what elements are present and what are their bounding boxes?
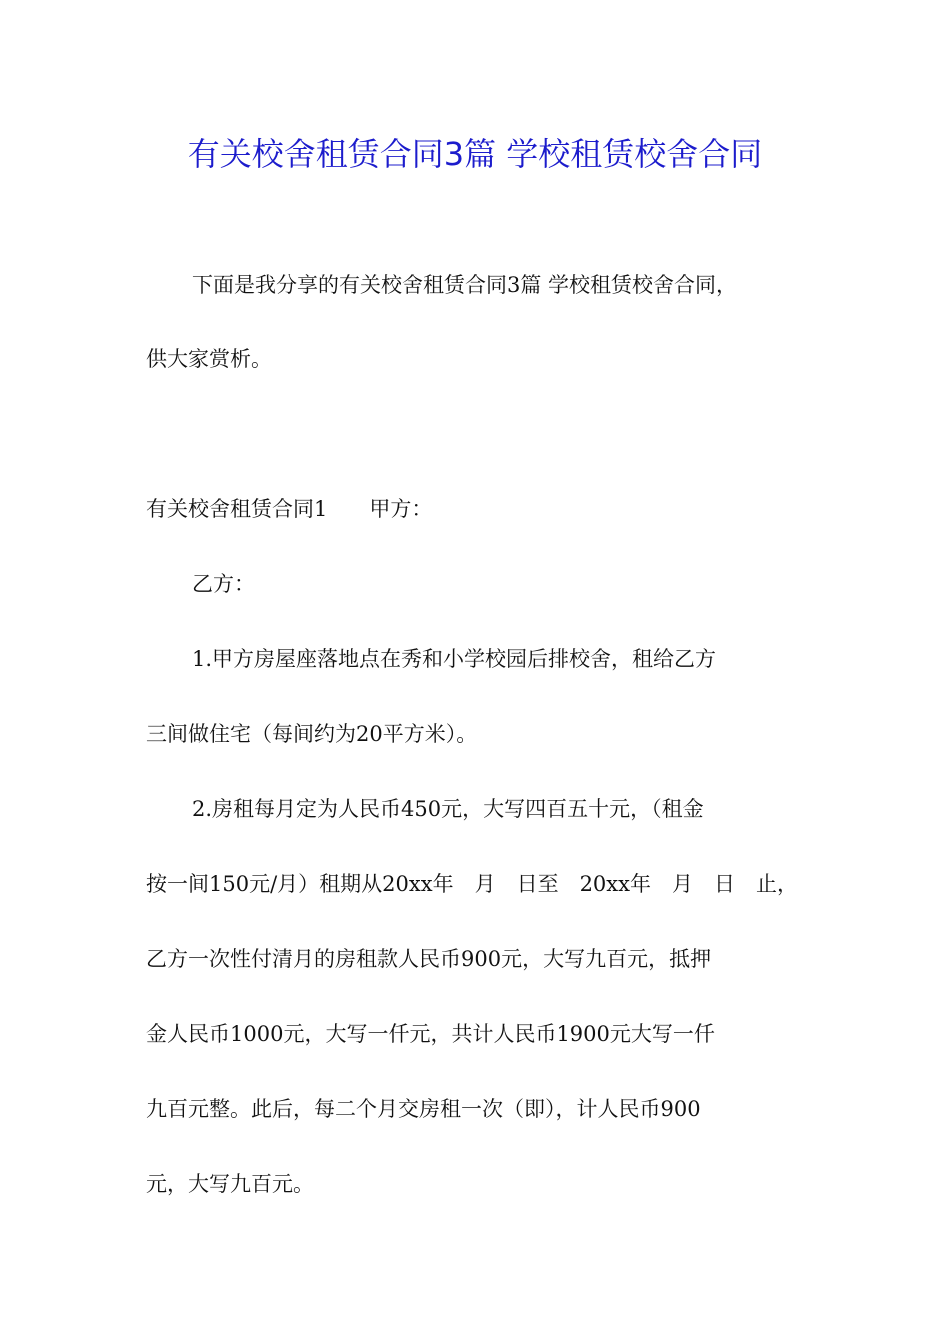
intro-line-1: 下面是我分享的有关校舍租赁合同3篇 学校租赁校舍合同，: [192, 273, 738, 297]
clause-1-line-2: 三间做住宅（每间约为20平方米）。: [146, 722, 478, 746]
clause-2-line-1: 2.房租每月定为人民币450元，大写四百五十元，（租金: [192, 797, 704, 821]
clause-2-line-5: 九百元整。此后，每二个月交房租一次（即），计人民币900: [146, 1097, 701, 1121]
clause-2-line-6: 元，大写九百元。: [146, 1172, 314, 1196]
clause-2-line-3: 乙方一次性付清月的房租款人民币900元，大写九百元，抵押: [146, 947, 712, 971]
party-b-line: 乙方：: [192, 572, 255, 596]
clause-1-line-1: 1.甲方房屋座落地点在秀和小学校园后排校舍，租给乙方: [192, 647, 717, 671]
clause-2-line-2: 按一间150元/月）租期从20xx年 月 日至 20xx年 月 日 止，: [146, 872, 798, 896]
contract-heading-party-a: 有关校舍租赁合同1 甲方：: [146, 497, 433, 521]
intro-line-2: 供大家赏析。: [146, 347, 272, 371]
document-title: 有关校舍租赁合同3篇 学校租赁校舍合同: [187, 135, 763, 173]
clause-2-line-4: 金人民币1000元，大写一仟元，共计人民币1900元大写一仟: [146, 1022, 715, 1046]
